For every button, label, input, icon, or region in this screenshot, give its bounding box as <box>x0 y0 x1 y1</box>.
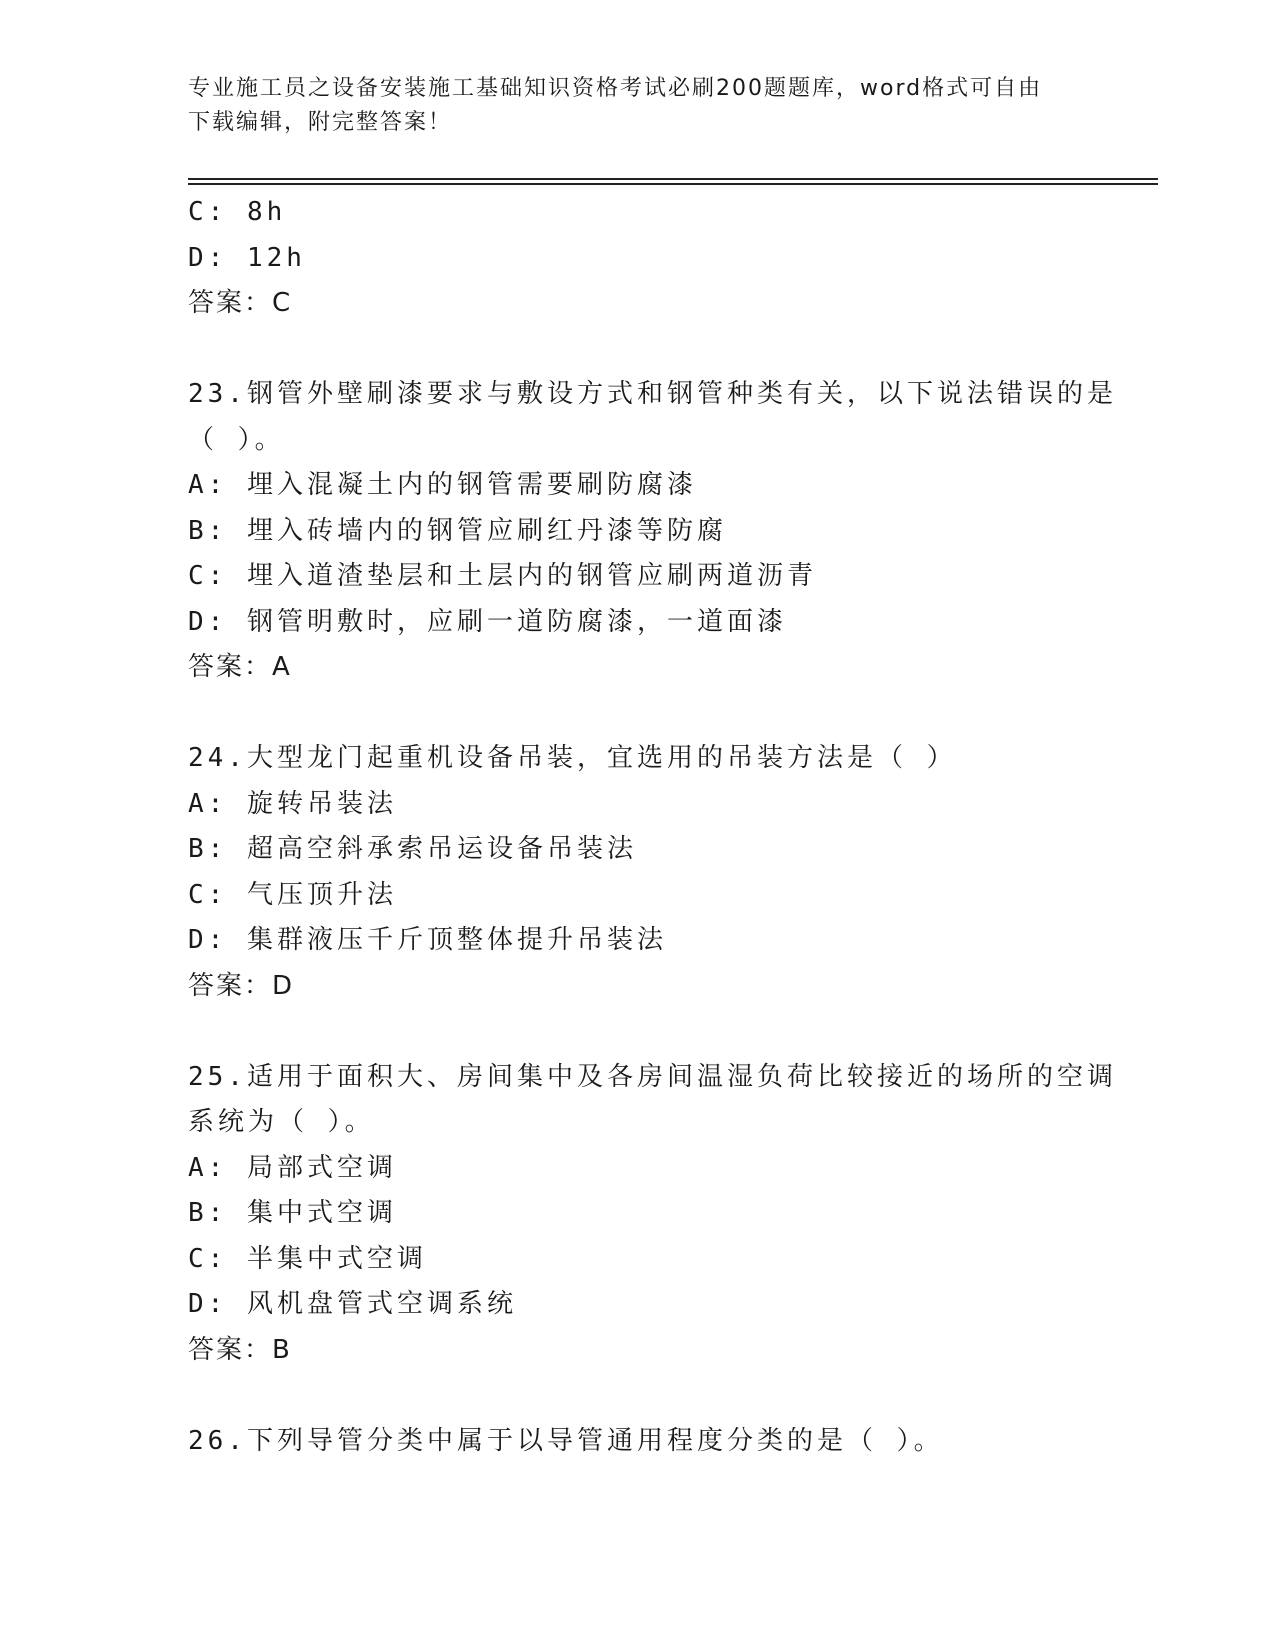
option-b: B: 超高空斜承索吊运设备吊装法 <box>188 834 637 864</box>
option-a: A: 局部式空调 <box>188 1152 397 1183</box>
question-stem: 24.大型龙门起重机设备吊装，宜选用的吊装方法是（ ） <box>188 743 957 773</box>
question-stem: 25.适用于面积大、房间集中及各房间温湿负荷比较接近的场所的空调 <box>188 1061 1117 1092</box>
option-a: A: 埋入混凝土内的钢管需要刷防腐漆 <box>188 470 697 500</box>
option-d: D: 钢管明敷时，应刷一道防腐漆，一道面漆 <box>188 606 787 637</box>
header-line-2: 下载编辑，附完整答案！ <box>188 110 453 135</box>
question-24 <box>188 736 1088 1009</box>
option-c: C: 埋入道渣垫层和土层内的钢管应刷两道沥青 <box>188 561 817 591</box>
answer-line: 答案：C <box>188 288 293 318</box>
option-c: C: 8h <box>188 197 287 227</box>
option-c: C: 气压顶升法 <box>188 879 397 910</box>
question-26 <box>188 1419 1088 1465</box>
question-22-continued <box>188 190 1088 327</box>
header-divider-top <box>188 178 1158 180</box>
option-a: A: 旋转吊装法 <box>188 788 397 819</box>
answer-line: 答案：A <box>188 652 292 682</box>
question-list <box>188 190 1117 1464</box>
question-23 <box>188 372 1117 691</box>
question-stem: 26.下列导管分类中属于以导管通用程度分类的是（ ）。 <box>188 1425 944 1456</box>
question-stem: 23.钢管外壁刷漆要求与敷设方式和钢管种类有关，以下说法错误的是 <box>188 379 1117 409</box>
option-d: D: 12h <box>188 242 306 273</box>
question-25 <box>188 1055 1117 1374</box>
answer-line: 答案：B <box>188 1334 292 1365</box>
option-b: B: 埋入砖墙内的钢管应刷红丹漆等防腐 <box>188 515 727 546</box>
header-line-1: 专业施工员之设备安装施工基础知识资格考试必刷200题题库，word格式可自由 <box>188 76 1043 101</box>
question-stem-continued: 系统为（ ）。 <box>188 1107 375 1137</box>
option-d: D: 集群液压千斤顶整体提升吊装法 <box>188 925 667 955</box>
option-d: D: 风机盘管式空调系统 <box>188 1289 517 1319</box>
question-stem-continued: （ ）。 <box>188 424 285 455</box>
answer-line: 答案：D <box>188 970 295 1001</box>
header-divider-bottom <box>188 183 1158 185</box>
option-b: B: 集中式空调 <box>188 1198 397 1228</box>
document-header <box>188 72 1088 140</box>
option-c: C: 半集中式空调 <box>188 1243 427 1274</box>
